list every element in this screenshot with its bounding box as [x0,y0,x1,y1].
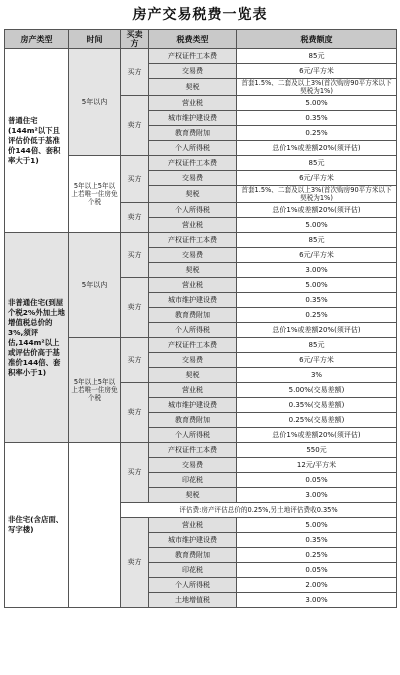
value-deed: 3.00% [237,488,397,503]
fee-urban: 城市维护建设费 [149,398,237,413]
party-seller: 卖方 [121,203,149,233]
fee-business: 营业税 [149,518,237,533]
fee-income: 个人所得税 [149,203,237,218]
value-trade: 6元/平方米 [237,171,397,186]
value-business: 5.00% [237,518,397,533]
fee-business: 营业税 [149,383,237,398]
value-urban: 0.35% [237,111,397,126]
value-deed: 3% [237,368,397,383]
party-seller: 卖方 [121,96,149,156]
value-trade: 6元/平方米 [237,248,397,263]
fee-stamp: 印花税 [149,473,237,488]
fee-income: 个人所得税 [149,323,237,338]
value-income: 总价1%或差额20%(须评估) [237,428,397,443]
fee-trade: 交易费 [149,171,237,186]
fee-cert: 产权证件工本费 [149,338,237,353]
fee-urban: 城市维护建设费 [149,111,237,126]
appraisal-note: 评估费:房产评估总价的0.25%,另土地评估费收0.35% [121,503,397,518]
party-buyer: 买方 [121,443,149,503]
value-stamp: 0.05% [237,473,397,488]
value-cert: 85元 [237,49,397,64]
type-nonresidential: 非住宅(含店面、写字楼) [5,443,69,608]
value-trade: 12元/平方米 [237,458,397,473]
fee-trade: 交易费 [149,353,237,368]
fee-urban: 城市维护建设费 [149,293,237,308]
party-seller: 卖方 [121,383,149,443]
value-edu: 0.25% [237,308,397,323]
party-seller: 卖方 [121,518,149,608]
fee-income: 个人所得税 [149,578,237,593]
value-business: 5.00% [237,218,397,233]
value-business: 5.00% [237,278,397,293]
fee-income: 个人所得税 [149,141,237,156]
value-business: 5.00%(交易差额) [237,383,397,398]
time-over5-ordinary: 5年以上5年以上若唯一住房免个税 [69,156,121,233]
fee-business: 营业税 [149,218,237,233]
value-cert: 550元 [237,443,397,458]
table-row [5,49,397,64]
value-stamp: 0.05% [237,563,397,578]
fee-deed: 契税 [149,263,237,278]
value-edu: 0.25%(交易差额) [237,413,397,428]
value-income: 总价1%或差额20%(须评估) [237,141,397,156]
fee-cert: 产权证件工本费 [149,233,237,248]
fee-trade: 交易费 [149,248,237,263]
value-income: 总价1%或差额20%(须评估) [237,323,397,338]
fee-edu: 教育费附加 [149,413,237,428]
fee-deed: 契税 [149,79,237,96]
party-buyer: 买方 [121,338,149,383]
party-seller: 卖方 [121,278,149,338]
value-deed: 3.00% [237,263,397,278]
value-urban: 0.35%(交易差额) [237,398,397,413]
fee-edu: 教育费附加 [149,548,237,563]
fee-deed: 契税 [149,186,237,203]
header-time: 时间 [69,30,121,49]
value-income: 2.00% [237,578,397,593]
type-nonordinary: 非普通住宅(到屋个税2%外加土地增值税总价的3%,须评估,144m²以上或评估价高于基准价144倍、套积率小于1) [5,233,69,443]
value-trade: 6元/平方米 [237,353,397,368]
time-over5-nonordinary: 5年以上5年以上若唯一住房免个税 [69,338,121,443]
time-nonresidential [69,443,121,608]
fee-stamp: 印花税 [149,563,237,578]
table-row [5,443,397,458]
time-within5-nonordinary: 5年以内 [69,233,121,338]
value-urban: 0.35% [237,533,397,548]
time-within5-ordinary: 5年以内 [69,49,121,156]
table-row [5,233,397,248]
fee-cert: 产权证件工本费 [149,49,237,64]
value-edu: 0.25% [237,126,397,141]
value-cert: 85元 [237,233,397,248]
fee-edu: 教育费附加 [149,126,237,141]
party-buyer: 买方 [121,156,149,203]
fee-trade: 交易费 [149,64,237,79]
fee-business: 营业税 [149,278,237,293]
fee-business: 营业税 [149,96,237,111]
header-rate: 税费额度 [237,30,397,49]
fee-deed: 契税 [149,488,237,503]
tax-fee-table [4,29,397,608]
value-trade: 6元/平方米 [237,64,397,79]
fee-deed: 契税 [149,368,237,383]
party-buyer: 买方 [121,49,149,96]
fee-land: 土地增值税 [149,593,237,608]
header-party: 买卖方 [121,30,149,49]
value-deed: 首套1.5%、二套及以上3%(首次购房90平方米以下契税为1%) [237,186,397,203]
header-fee: 税费类型 [149,30,237,49]
table-header-row [5,30,397,49]
fee-urban: 城市维护建设费 [149,533,237,548]
header-type: 房产类型 [5,30,69,49]
type-ordinary: 普通住宅(144m²以下且评估价低于基准价144倍、套积率大于1) [5,49,69,233]
fee-trade: 交易费 [149,458,237,473]
value-urban: 0.35% [237,293,397,308]
party-buyer: 买方 [121,233,149,278]
value-business: 5.00% [237,96,397,111]
value-income: 总价1%或差额20%(须评估) [237,203,397,218]
value-land: 3.00% [237,593,397,608]
page-title: 房产交易税费一览表 [132,7,268,23]
value-cert: 85元 [237,156,397,171]
fee-edu: 教育费附加 [149,308,237,323]
value-edu: 0.25% [237,548,397,563]
fee-cert: 产权证件工本费 [149,156,237,171]
value-cert: 85元 [237,338,397,353]
fee-income: 个人所得税 [149,428,237,443]
fee-cert: 产权证件工本费 [149,443,237,458]
value-deed: 首套1.5%、二套及以上3%(首次购房90平方米以下契税为1%) [237,79,397,96]
